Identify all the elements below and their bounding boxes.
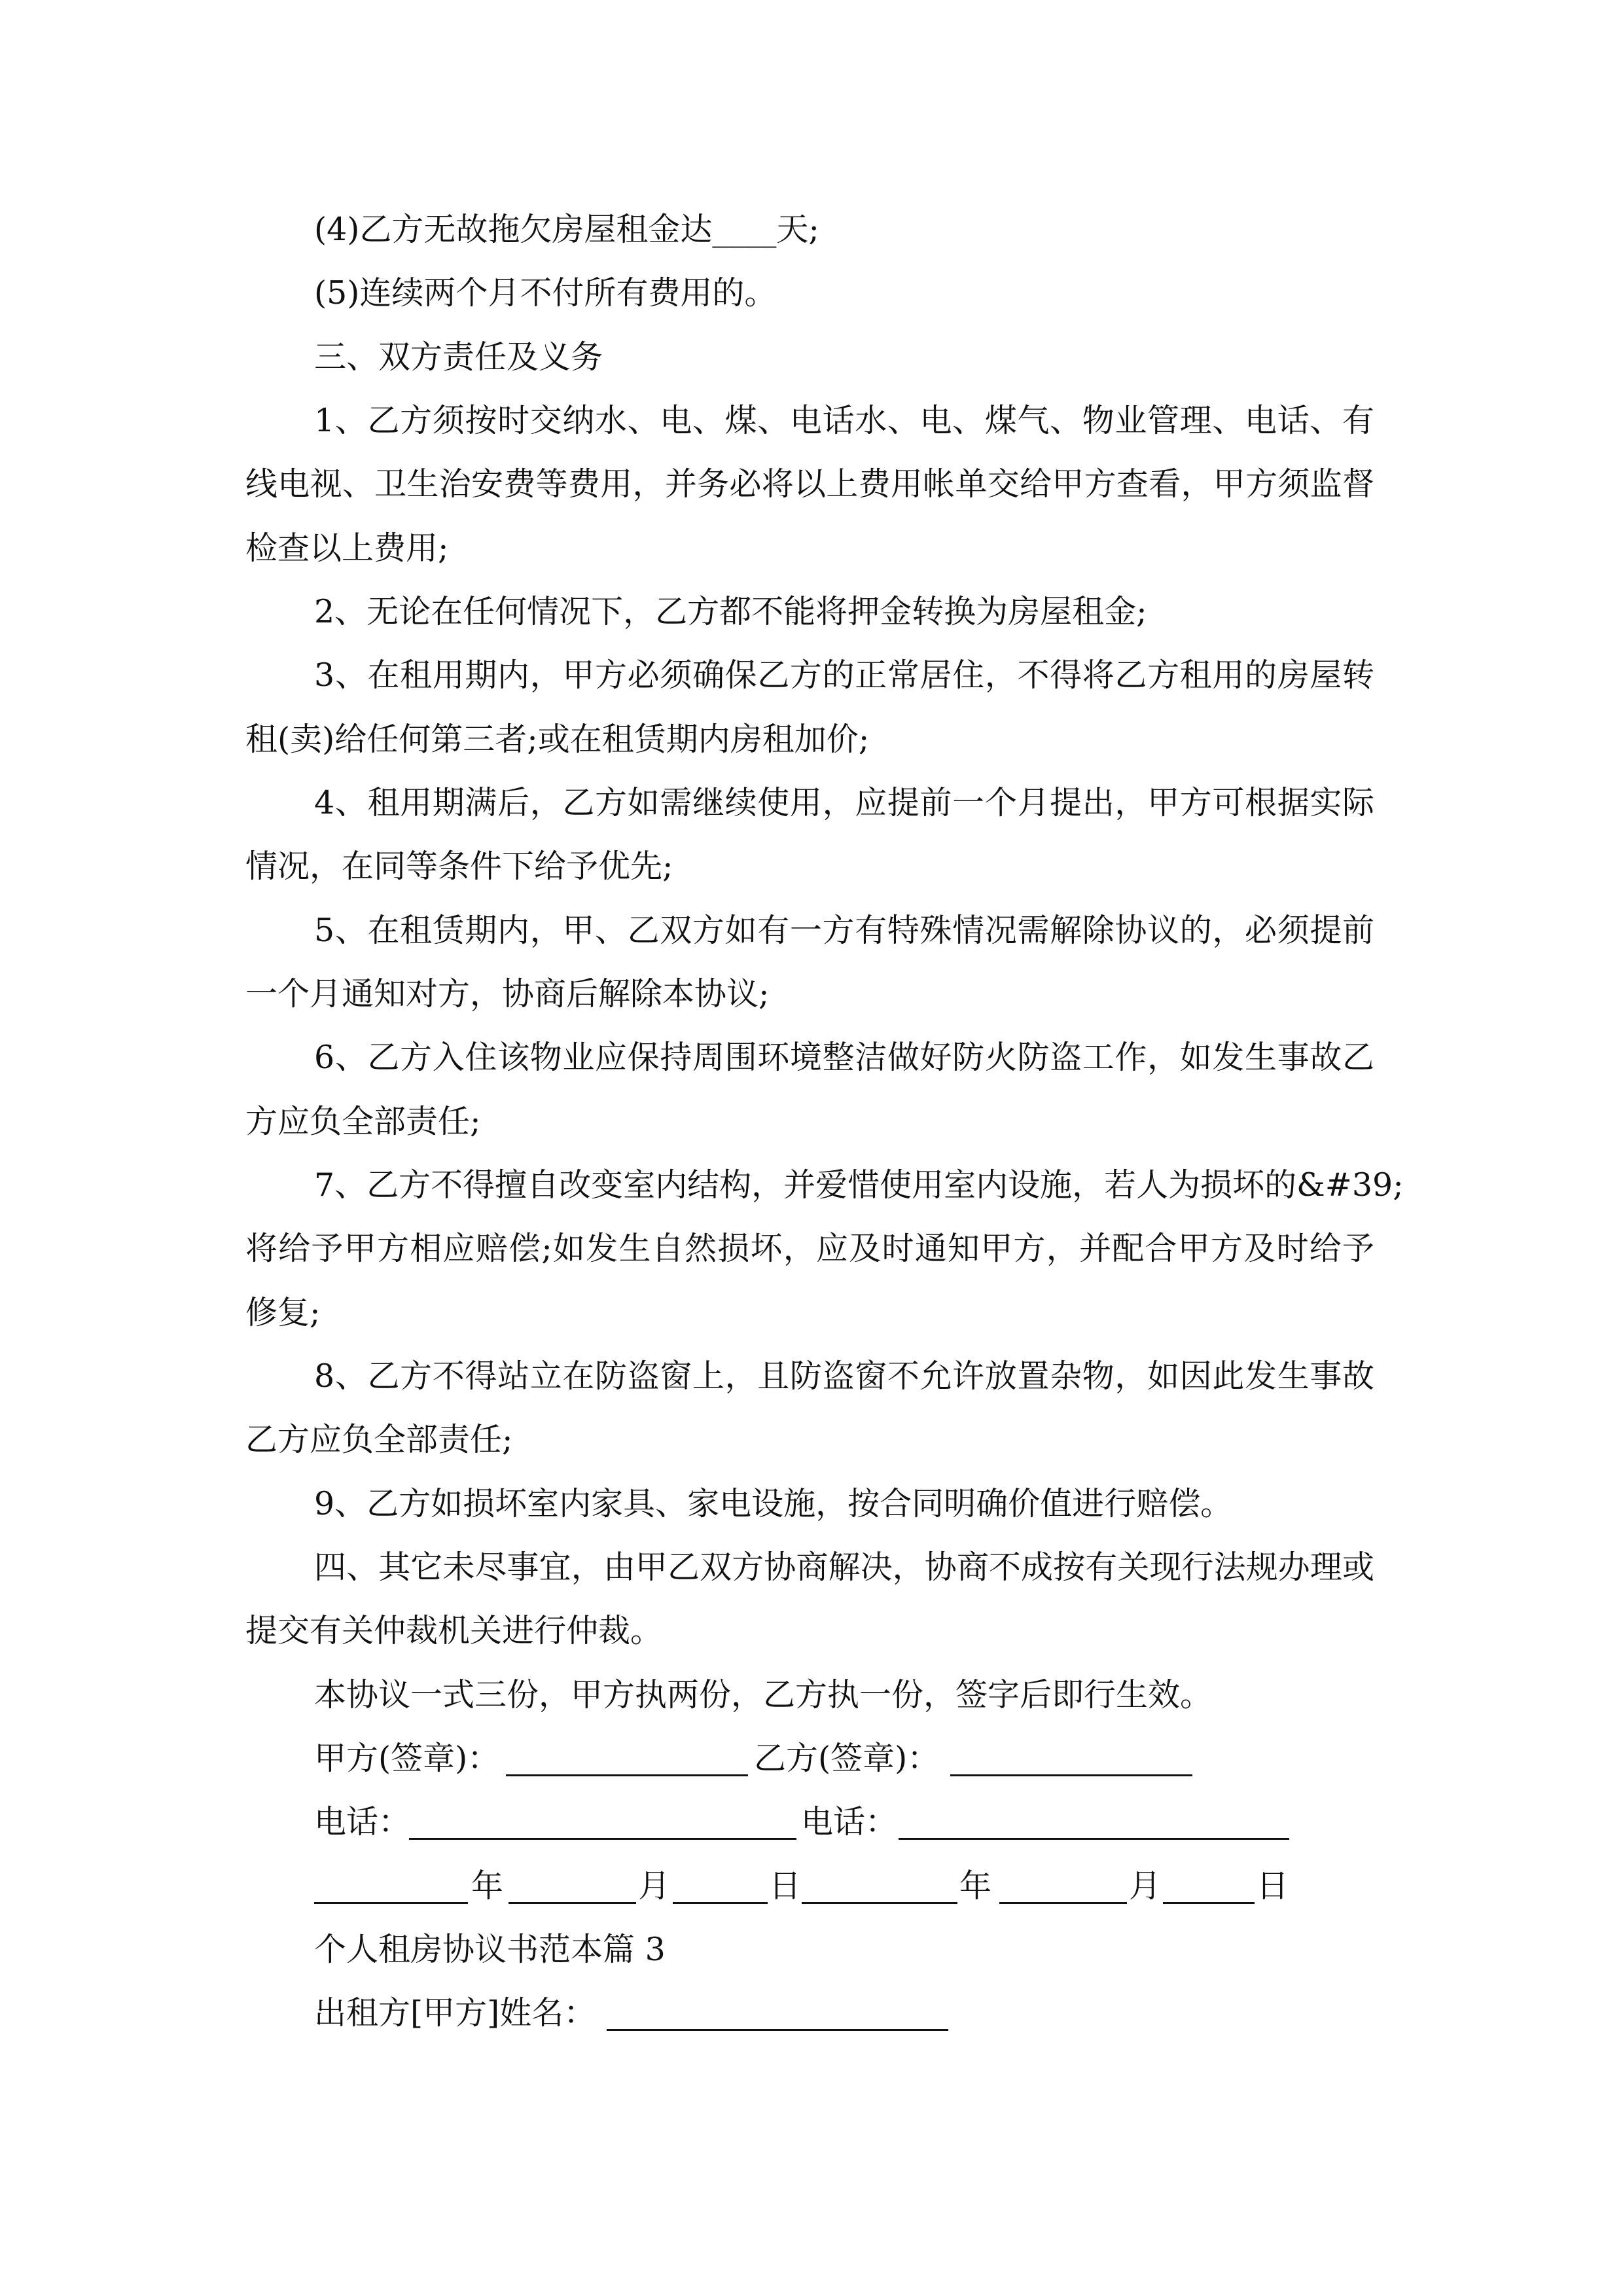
signature-row: [0, 1735, 1623, 1782]
copies-statement: 本协议一式三份，甲方执两份，乙方执一份，签字后即行生效。: [314, 1676, 1213, 1713]
party-b-signature-label: 乙方(签章)：: [754, 1740, 940, 1777]
month-label: 月: [638, 1867, 671, 1905]
duty-7-line-3: 修复;: [245, 1294, 321, 1331]
duty-6-line-1: 6、乙方入住该物业应保持周围环境整洁做好防火防盗工作，如发生事故乙: [314, 1039, 1374, 1076]
party-a-year-field[interactable]: [314, 1863, 468, 1904]
phone-row: [0, 1799, 1623, 1846]
duty-1-line-3: 检查以上费用;: [245, 529, 449, 567]
duty-1-line-1: 1、乙方须按时交纳水、电、煤、电话水、电、煤气、物业管理、电话、有: [314, 402, 1374, 439]
duty-1-line-2: 线电视、卫生治安费等费用，并务必将以上费用帐单交给甲方查看，甲方须监督: [245, 465, 1374, 503]
party-a-phone-field[interactable]: [409, 1799, 796, 1840]
duty-4-line-1: 4、租用期满后，乙方如需继续使用，应提前一个月提出，甲方可根据实际: [314, 784, 1374, 821]
duty-3-line-1: 3、在租用期内，甲方必须确保乙方的正常居住，不得将乙方租用的房屋转: [314, 656, 1374, 694]
party-b-month-field[interactable]: [999, 1863, 1127, 1904]
duty-8-line-1: 8、乙方不得站立在防盗窗上，且防盗窗不允许放置杂物，如因此发生事故: [314, 1357, 1374, 1395]
section-4-line-1: 四、其它未尽事宜，由甲乙双方协商解决，协商不成按有关现行法规办理或: [314, 1549, 1374, 1586]
party-b-phone-field[interactable]: [899, 1799, 1289, 1840]
party-a-month-field[interactable]: [508, 1863, 636, 1904]
clause-4: (4)乙方无故拖欠房屋租金达____天;: [314, 211, 819, 248]
month-label: 月: [1129, 1867, 1162, 1905]
lessor-name-row: [0, 1990, 1623, 2037]
year-label: 年: [959, 1867, 992, 1905]
duty-5-line-2: 一个月通知对方，协商后解除本协议;: [245, 975, 770, 1013]
year-label: 年: [471, 1867, 504, 1905]
duty-9: 9、乙方如损坏室内家具、家电设施，按合同明确价值进行赔偿。: [314, 1485, 1233, 1522]
party-b-phone-label: 电话：: [801, 1803, 898, 1840]
clause-5: (5)连续两个月不付所有费用的。: [314, 274, 777, 312]
party-b-year-field[interactable]: [802, 1863, 957, 1904]
section-4-line-2: 提交有关仲裁机关进行仲裁。: [245, 1612, 663, 1649]
party-a-signature-field[interactable]: [506, 1735, 748, 1776]
duty-2: 2、无论在任何情况下，乙方都不能将押金转换为房屋租金;: [314, 593, 1147, 630]
section-heading-3: 三、双方责任及义务: [314, 338, 603, 376]
party-a-day-field[interactable]: [673, 1863, 768, 1904]
lessor-name-field[interactable]: [607, 1990, 948, 2031]
day-label: 日: [769, 1867, 802, 1905]
day-label: 日: [1257, 1867, 1289, 1905]
duty-4-line-2: 情况，在同等条件下给予优先;: [245, 848, 673, 885]
lessor-name-label: 出租方[甲方]姓名：: [314, 1994, 596, 2032]
party-a-signature-label: 甲方(签章)：: [314, 1740, 500, 1777]
date-row: [0, 1863, 1623, 1910]
duty-5-line-1: 5、在租赁期内，甲、乙双方如有一方有特殊情况需解除协议的，必须提前: [314, 912, 1374, 949]
party-b-day-field[interactable]: [1163, 1863, 1255, 1904]
duty-6-line-2: 方应负全部责任;: [245, 1103, 481, 1140]
duty-3-line-2: 租(卖)给任何第三者;或在租赁期内房租加价;: [245, 721, 870, 758]
duty-8-line-2: 乙方应负全部责任;: [245, 1421, 513, 1458]
duty-7-line-1: 7、乙方不得擅自改变室内结构，并爱惜使用室内设施，若人为损坏的&#39;: [314, 1166, 1404, 1204]
duty-7-line-2: 将给予甲方相应赔偿;如发生自然损坏，应及时通知甲方，并配合甲方及时给予: [245, 1230, 1374, 1267]
party-b-signature-field[interactable]: [950, 1735, 1192, 1776]
party-a-phone-label: 电话：: [314, 1803, 411, 1840]
section-title: 个人租房协议书范本篇 3: [314, 1931, 666, 1968]
